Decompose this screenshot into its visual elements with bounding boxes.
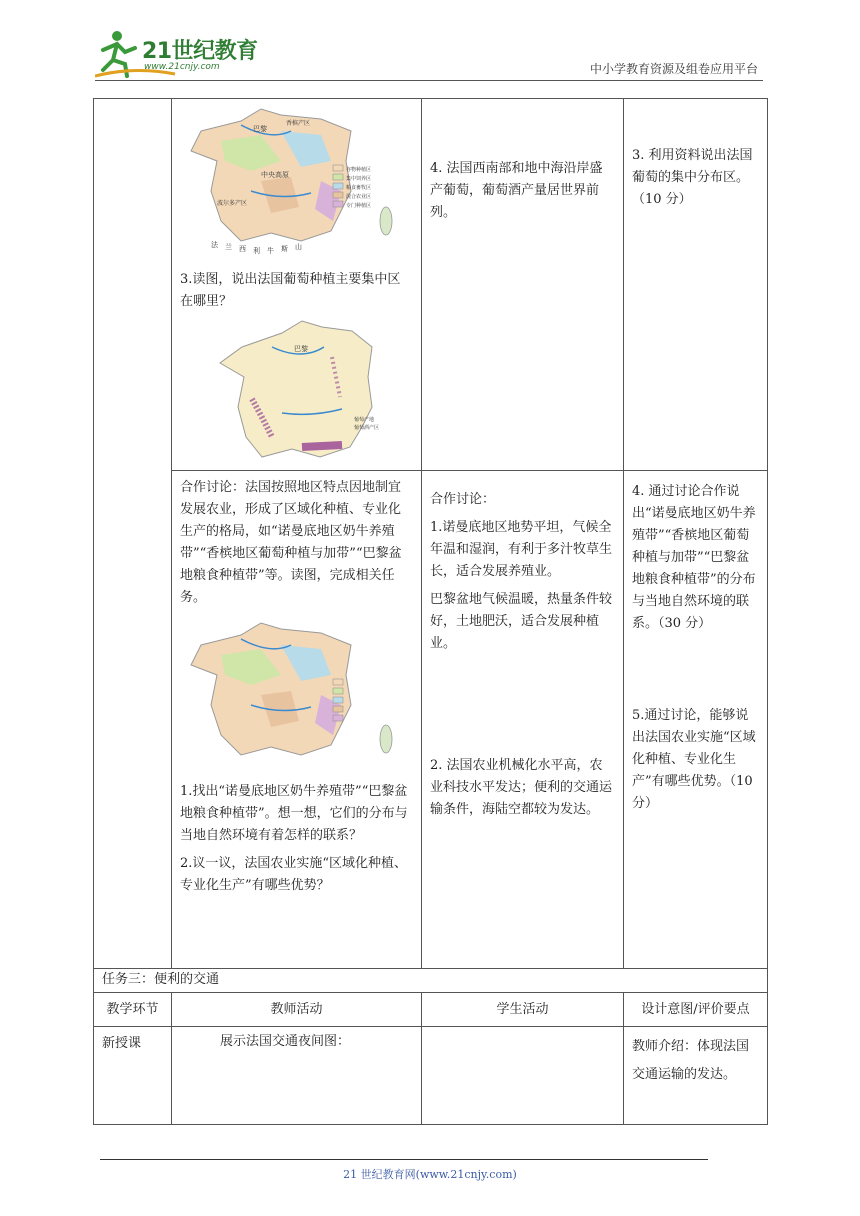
legend-label: 葡萄产地 (353, 417, 374, 423)
teacher-cell (172, 1027, 422, 1125)
footer-link[interactable]: 21 世纪教育网(www.21cnjy.com) (343, 1168, 517, 1181)
legend-label: 混合农业区 (345, 194, 371, 200)
legend-label: 专门种植区 (345, 203, 371, 209)
map1-label: 利 (252, 247, 260, 255)
discussion-text: 合作讨论：法国按照地区特点因地制宜发展农业，形成了区域化种植、专业化生产的格局，如“诺曼底地区奶牛养殖带”“香槟地区葡萄种植与加带”“巴黎盆地粮食种植带”等。读图，完成相关任务。 (180, 480, 402, 605)
design-point-4: 4. 通过讨论合作说出“诺曼底地区奶牛养殖带”“香槟地区葡萄种植与加带”“巴黎盆地粮食种植带”的分布与当地自然环境的联系。（30 分） (632, 484, 756, 631)
header-design: 设计意图/评价要点 (624, 993, 768, 1027)
design-cell (624, 471, 768, 969)
design-cell (624, 99, 768, 471)
student-answer-2: 2. 法国农业机械化水平高，农业科技水平发达；便利的交通运输条件，海陆空都较为发达。 (430, 758, 613, 817)
legend-label: 谷物种植区 (345, 167, 371, 173)
table-header-row (94, 993, 768, 1027)
footer-divider (100, 1159, 708, 1160)
design-point: 教师介绍：体现法国交通运输的发达。 (632, 1039, 750, 1082)
task-2: 2.议一议，法国农业实施“区域化种植、专业化生产”有哪些优势？ (180, 856, 408, 893)
map1-label: 山 (294, 243, 302, 251)
teacher-activity: 展示法国交通夜间图： (220, 1034, 351, 1049)
design-point-5: 5.通过讨论，能够说出法国农业实施“区域化种植、专业化生产”有哪些优势。（10 分） (632, 708, 756, 811)
map1-label: 中央高原 (260, 171, 289, 179)
legend-label: 葡萄酒产区 (353, 425, 379, 431)
map1-label: 斯 (280, 245, 288, 253)
table-row (94, 1027, 768, 1125)
page-header (0, 0, 860, 90)
stage-cell (94, 99, 172, 969)
header-student: 学生活动 (422, 993, 624, 1027)
question-3: 3.读图，说出法国葡萄种植主要集中区在哪里？ (180, 272, 401, 309)
table-row (94, 471, 768, 969)
france-agriculture-map (181, 615, 413, 775)
teacher-cell (172, 99, 422, 471)
stage-cell: 新授课 (94, 1027, 172, 1125)
logo-text: 21世纪教育 (142, 39, 258, 64)
map1-label: 波尔多产区 (216, 200, 247, 207)
france-agriculture-map (181, 101, 413, 259)
student-cell (422, 99, 624, 471)
teacher-cell (172, 471, 422, 969)
platform-name: 中小学教育资源及组卷应用平台 (589, 62, 758, 76)
table-row (94, 99, 768, 471)
map1-label: 西 (238, 245, 246, 253)
logo-url: www.21cnjy.com (144, 62, 220, 72)
map1-label: 牛 (266, 247, 274, 255)
student-cell (422, 471, 624, 969)
france-grape-map (212, 317, 382, 467)
header-stage: 教学环节 (94, 993, 172, 1027)
header-divider (95, 80, 763, 81)
design-cell (624, 1027, 768, 1125)
table-row (94, 969, 768, 993)
student-answer-1b: 巴黎盆地气候温暖，热量条件较好，土地肥沃，适合发展种植业。 (430, 592, 613, 651)
student-answer-4: 4. 法国西南部和地中海沿岸盛产葡萄，葡萄酒产量居世界前列。 (430, 161, 603, 220)
map1-label: 香槟产区 (285, 120, 310, 127)
legend-label: 粮食畜牧区 (345, 185, 371, 191)
legend-label: 集中饲养区 (345, 176, 371, 182)
map1-label: 兰 (224, 243, 232, 251)
lesson-table (93, 98, 768, 1125)
student-cell (422, 1027, 624, 1125)
task3-heading: 任务三：便利的交通 (94, 969, 768, 993)
task-1: 1.找出“诺曼底地区奶牛养殖带”“巴黎盆地粮食种植带”。想一想，它们的分布与当地自然环境有着怎样的联系？ (180, 784, 408, 843)
map1-label: 法 (210, 241, 218, 249)
design-point-3: 3. 利用资料说出法国葡萄的集中分布区。（10 分） (632, 148, 753, 207)
map2-label: 巴黎 (293, 345, 308, 353)
header-teacher: 教师活动 (172, 993, 422, 1027)
map1-label: 巴黎 (252, 125, 267, 133)
student-answer-1: 1.诺曼底地区地势平坦，气候全年温和湿润，有利于多汁牧草生长，适合发展养殖业。 (430, 520, 613, 579)
student-heading: 合作讨论： (430, 492, 496, 507)
